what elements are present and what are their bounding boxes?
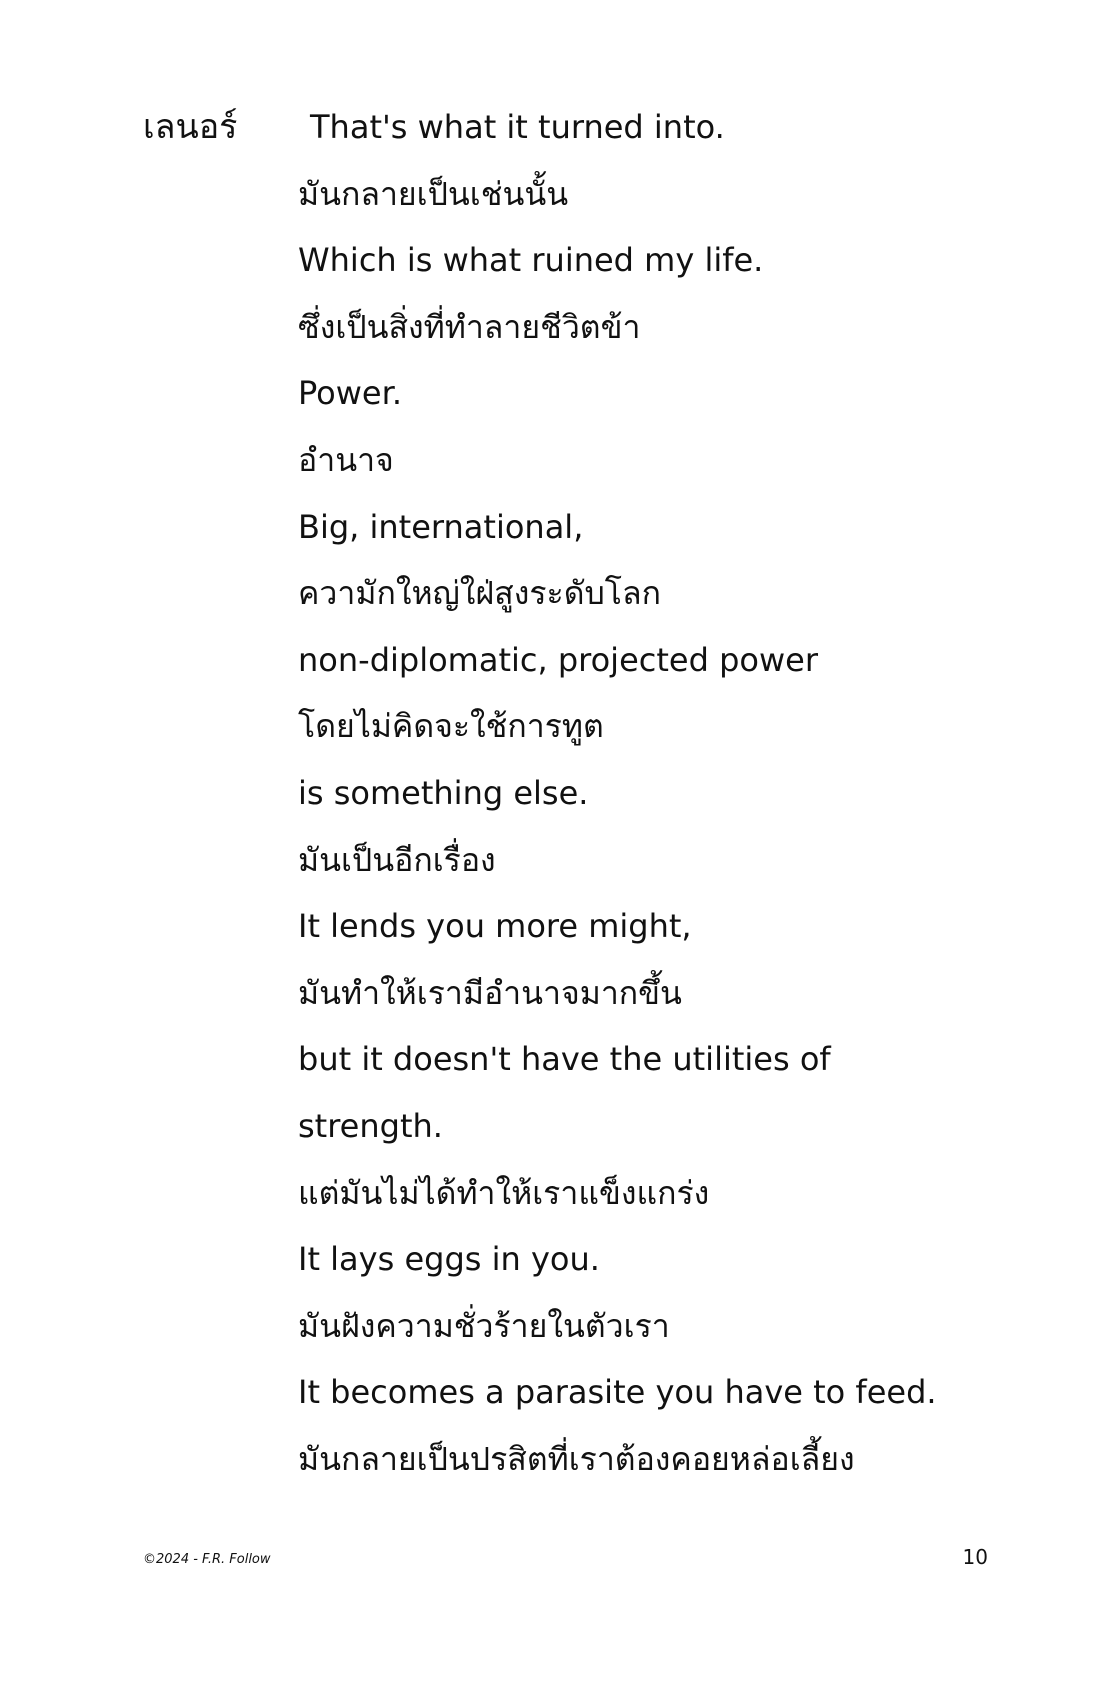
dialogue-line-english: It becomes a parasite you have to feed.	[298, 1373, 937, 1412]
dialogue-line-english: Big, international,	[298, 507, 584, 546]
dialogue-line-thai: ซึ่งเป็นสิ่งที่ทำลายชีวิตข้า	[298, 307, 641, 346]
dialogue-line-english: non-diplomatic, projected power	[298, 640, 818, 679]
dialogue-line-english: It lends you more might,	[298, 907, 692, 946]
dialogue-line-thai: มันเป็นอีกเรื่อง	[298, 840, 496, 879]
dialogue-line-thai: มันกลายเป็นปรสิตที่เราต้องคอยหล่อเลี้ยง	[298, 1439, 855, 1478]
dialogue-line-english: It lays eggs in you.	[298, 1240, 600, 1279]
dialogue-line-thai: มันฝังความชั่วร้ายในตัวเรา	[298, 1306, 670, 1345]
dialogue-line-english: Power.	[298, 374, 402, 413]
dialogue-line-english: That's what it turned into.	[310, 108, 725, 146]
dialogue-line-thai: มันทำให้เรามีอำนาจมากขึ้น	[298, 973, 682, 1012]
dialogue-line-thai: โดยไม่คิดจะใช้การทูต	[298, 707, 604, 746]
dialogue-line-english: but it doesn't have the utilities of	[298, 1040, 831, 1079]
copyright-notice: ©2024 - F.R. Follow	[143, 1552, 271, 1567]
dialogue-line-english: Which is what ruined my life.	[298, 241, 764, 280]
dialogue-line-thai: ความักใหญ่ใฝ่สูงระดับโลก	[298, 574, 661, 613]
dialogue-line-thai: มันกลายเป็นเช่นนั้น	[298, 174, 569, 213]
dialogue-line-thai: แต่มันไม่ได้ทำให้เราแข็งแกร่ง	[298, 1173, 710, 1212]
dialogue-line-english: strength.	[298, 1106, 443, 1145]
speaker-name: เลนอร์	[143, 107, 238, 147]
dialogue-block	[298, 100, 1058, 1498]
dialogue-line-thai: อำนาจ	[298, 440, 394, 479]
page-number: 10	[962, 1545, 988, 1569]
dialogue-line-english: is something else.	[298, 773, 589, 812]
